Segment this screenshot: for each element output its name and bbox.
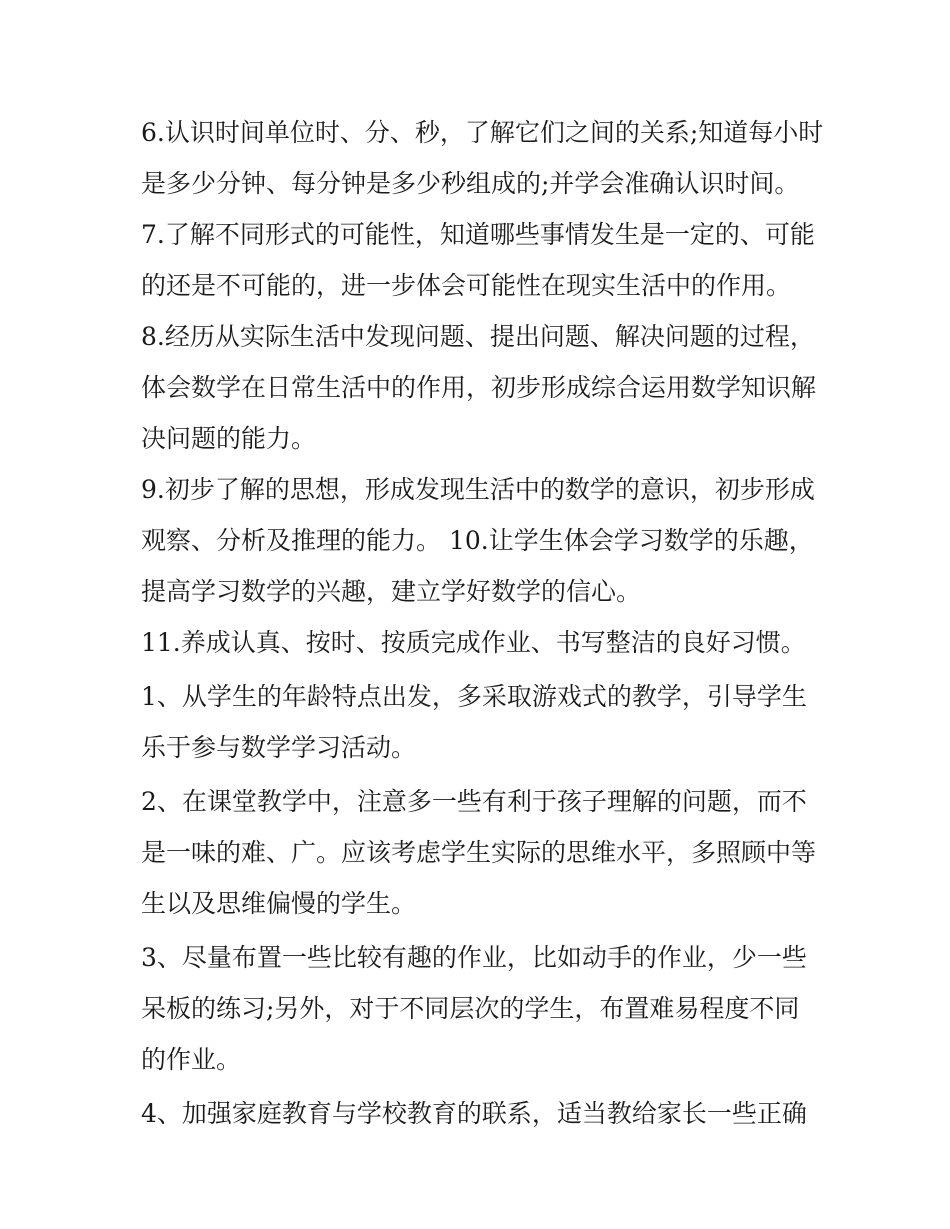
text-line: 的还是不可能的，进一步体会可能性在现实生活中的作用。 [141, 271, 792, 300]
text-line: 11.养成认真、按时、按质完成作业、书写整洁的良好习惯。 [141, 628, 806, 657]
text-line: 的作业。 [141, 1045, 242, 1074]
text-line: 2、在课堂教学中，注意多一些有利于孩子理解的问题，而不 [141, 787, 807, 816]
text-line: 观察、分析及推理的能力。 10.让学生体会学习数学的乐趣， [141, 526, 814, 555]
text-line: 8.经历从实际生活中发现问题、提出问题、解决问题的过程， [141, 322, 815, 351]
text-line: 呆板的练习;另外，对于不同层次的学生，布置难易程度不同 [141, 994, 800, 1023]
text-line: 提高学习数学的兴趣，建立学好数学的信心。 [141, 577, 642, 606]
text-line: 4、加强家庭教育与学校教育的联系，适当教给家长一些正确 [141, 1099, 807, 1128]
text-line: 体会数学在日常生活中的作用，初步形成综合运用数学知识解 [141, 373, 817, 402]
text-line: 7.了解不同形式的可能性，知道哪些事情发生是一定的、可能 [141, 220, 815, 249]
text-line: 3、尽量布置一些比较有趣的作业，比如动手的作业，少一些 [141, 943, 807, 972]
text-line: 是多少分钟、每分钟是多少秒组成的;并学会准确认识时间。 [141, 169, 800, 198]
text-line: 是一味的难、广。应该考虑学生实际的思维水平，多照顾中等 [141, 838, 817, 867]
text-line: 1、从学生的年龄特点出发，多采取游戏式的教学，引导学生 [141, 682, 807, 711]
text-line: 9.初步了解的思想，形成发现生活中的数学的意识，初步形成 [141, 475, 815, 504]
text-line: 6.认识时间单位时、分、秒，了解它们之间的关系;知道每小时 [141, 118, 824, 147]
document-body [141, 107, 824, 1139]
text-line: 乐于参与数学学习活动。 [141, 733, 417, 762]
text-line: 生以及思维偏慢的学生。 [141, 889, 417, 918]
text-line: 决问题的能力。 [141, 424, 317, 453]
